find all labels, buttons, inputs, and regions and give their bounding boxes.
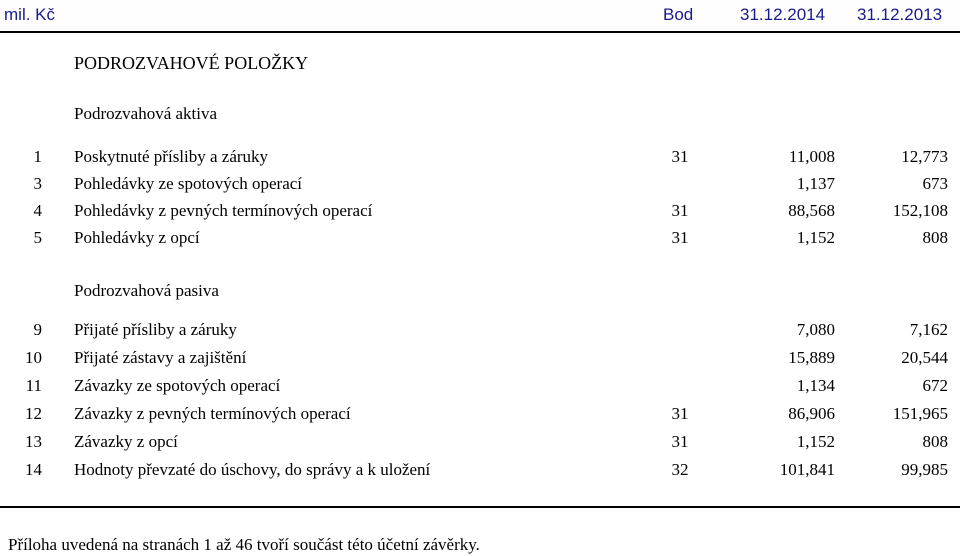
row-value-2013: 7,162: [909, 320, 948, 339]
row-number: 5: [33, 228, 42, 247]
row-value-2014: 86,906: [788, 404, 835, 423]
row-value-2014: 101,841: [779, 460, 835, 479]
row-note: 31: [671, 228, 689, 247]
row-value-2014: 1,134: [796, 376, 835, 395]
row-value-2014: 7,080: [796, 320, 835, 339]
column-2013-header: 31.12.2013: [857, 5, 943, 24]
row-note: 32: [671, 460, 689, 479]
table-row: [0, 376, 960, 400]
row-label: Přijaté přísliby a záruky: [74, 320, 237, 339]
table-row: [0, 147, 960, 171]
bottom-rule: [0, 506, 960, 508]
row-value-2013: 99,985: [901, 460, 948, 479]
row-value-2013: 808: [922, 432, 948, 451]
row-value-2014: 88,568: [788, 201, 835, 220]
row-value-2014: 11,008: [788, 147, 835, 166]
row-number: 14: [25, 460, 42, 479]
row-note: 31: [671, 432, 689, 451]
bod-header: Bod: [663, 5, 694, 24]
row-note: 31: [671, 201, 689, 220]
row-note: 31: [671, 404, 689, 423]
row-value-2014: 1,137: [796, 174, 835, 193]
row-label: Závazky ze spotových operací: [74, 376, 281, 395]
row-value-2013: 673: [922, 174, 948, 193]
row-label: Pohledávky z pevných termínových operací: [74, 201, 373, 220]
table-row: [0, 201, 960, 225]
row-label: Pohledávky z opcí: [74, 228, 200, 247]
row-number: 13: [25, 432, 42, 451]
row-number: 1: [33, 147, 42, 166]
row-value-2013: 151,965: [892, 404, 948, 423]
row-note: 31: [671, 147, 689, 166]
row-label: Závazky z pevných termínových operací: [74, 404, 351, 423]
row-label: Poskytnuté přísliby a záruky: [74, 147, 269, 166]
row-number: 11: [25, 376, 42, 395]
row-number: 4: [33, 201, 42, 220]
assets-heading: Podrozvahová aktiva: [74, 104, 218, 123]
unit-label: mil. Kč: [4, 5, 55, 24]
row-value-2013: 808: [922, 228, 948, 247]
row-value-2014: 15,889: [788, 348, 835, 367]
header-rule: [0, 31, 960, 33]
liabilities-heading: Podrozvahová pasiva: [74, 281, 219, 300]
row-number: 12: [25, 404, 42, 423]
row-label: Pohledávky ze spotových operací: [74, 174, 303, 193]
table-row: [0, 174, 960, 198]
row-value-2014: 1,152: [796, 228, 835, 247]
table-row: [0, 432, 960, 456]
row-label: Přijaté zástavy a zajištění: [74, 348, 247, 367]
row-label: Závazky z opcí: [74, 432, 178, 451]
row-value-2013: 12,773: [901, 147, 948, 166]
table-row: [0, 228, 960, 252]
table-row: [0, 348, 960, 372]
table-header: [0, 0, 960, 31]
row-value-2013: 152,108: [892, 201, 948, 220]
row-value-2013: 20,544: [901, 348, 948, 367]
table-row: [0, 404, 960, 428]
column-2014-header: 31.12.2014: [740, 5, 826, 24]
table-row: [0, 460, 960, 484]
table-row: [0, 320, 960, 344]
footer-note: Příloha uvedená na stranách 1 až 46 tvoří součást této účetní závěrky.: [8, 535, 480, 554]
row-value-2014: 1,152: [796, 432, 835, 451]
row-label: Hodnoty převzaté do úschovy, do správy a k uložení: [74, 460, 431, 479]
row-number: 9: [33, 320, 42, 339]
row-number: 3: [33, 174, 42, 193]
row-value-2013: 672: [922, 376, 948, 395]
row-number: 10: [25, 348, 42, 367]
page-title: PODROZVAHOVÉ POLOŽKY: [74, 53, 309, 73]
